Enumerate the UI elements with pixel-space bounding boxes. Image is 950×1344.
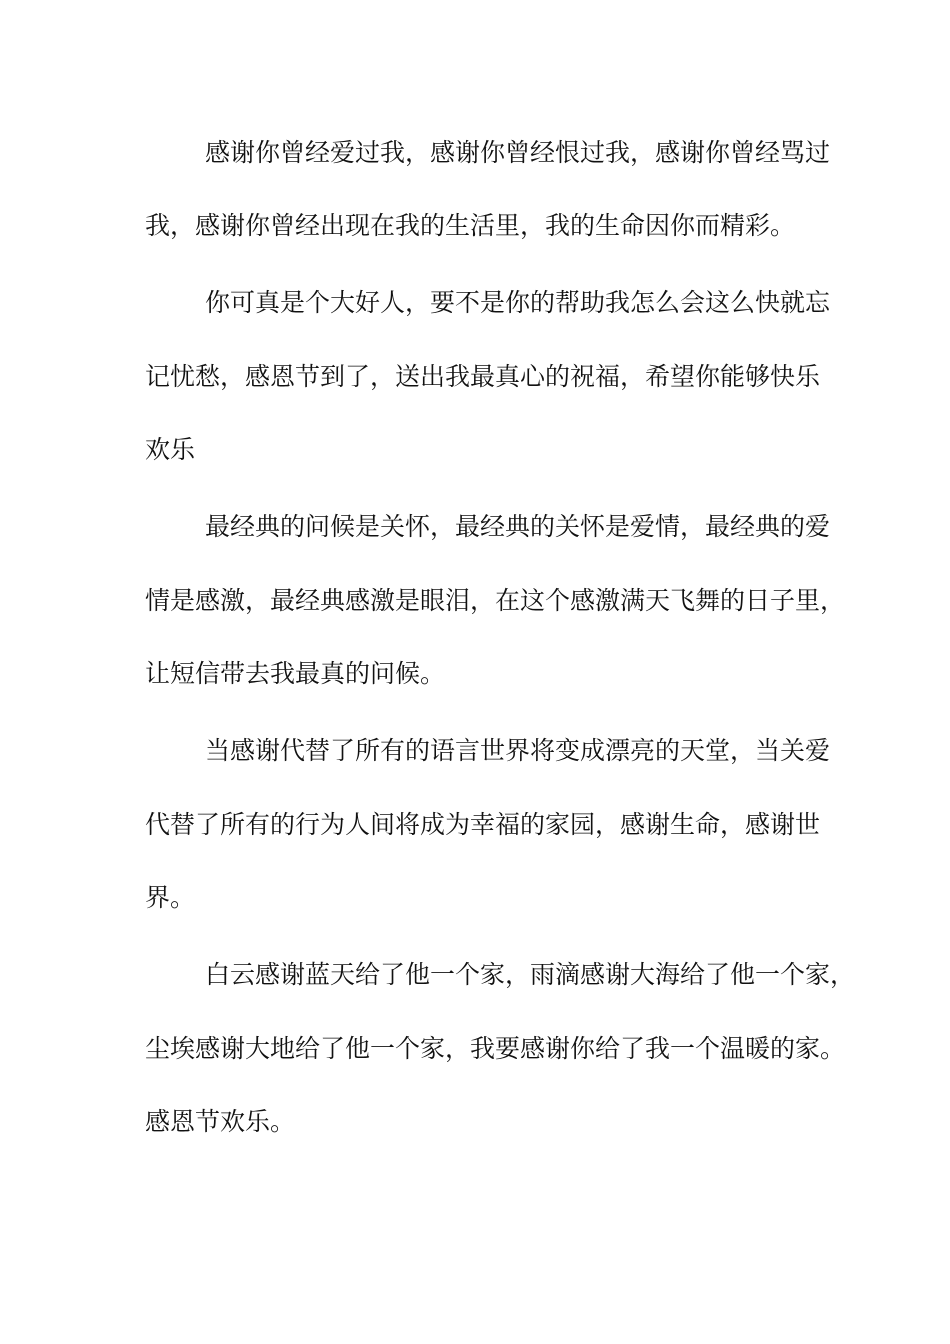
text-line: 我，感谢你曾经出现在我的生活里，我的生命因你而精彩。 (145, 211, 796, 240)
text-line: 你可真是个大好人，要不是你的帮助我怎么会这么快就忘 (205, 288, 831, 317)
text-line: 感谢你曾经爱过我，感谢你曾经恨过我，感谢你曾经骂过 (205, 138, 831, 167)
text-line: 界。 (145, 883, 196, 912)
text-line: 欢乐 (145, 435, 196, 464)
text-line: 当感谢代替了所有的语言世界将变成漂亮的天堂，当关爱 (205, 736, 831, 765)
text-line: 白云感谢蓝天给了他一个家，雨滴感谢大海给了他一个家， (205, 960, 856, 989)
text-line: 最经典的问候是关怀，最经典的关怀是爱情，最经典的爱 (205, 512, 831, 541)
text-line: 感恩节欢乐。 (145, 1107, 296, 1136)
text-line: 记忧愁，感恩节到了，送出我最真心的祝福，希望你能够快乐 (145, 362, 821, 391)
text-line: 代替了所有的行为人间将成为幸福的家园，感谢生命，感谢世 (145, 810, 821, 839)
text-line: 让短信带去我最真的问候。 (145, 659, 446, 688)
text-line: 情是感激，最经典感激是眼泪，在这个感激满天飞舞的日子里， (145, 586, 846, 615)
text-line: 尘埃感谢大地给了他一个家，我要感谢你给了我一个温暖的家。 (145, 1034, 846, 1063)
